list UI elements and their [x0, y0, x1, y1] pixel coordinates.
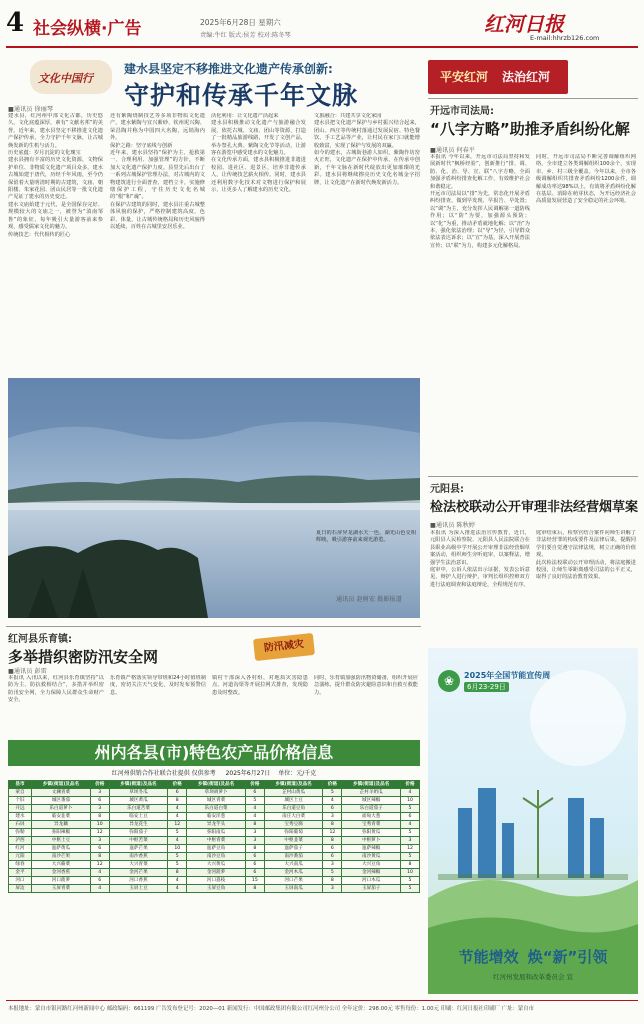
yuanyang-title: 检法校联动公开审理非法经营烟草案 [430, 500, 639, 515]
price-cell: 4 [168, 805, 187, 813]
price-cell: 5 [401, 805, 420, 813]
product-cell: 金河辣椒 [342, 869, 401, 877]
issue-date: 2025年6月28日 星期六 [200, 18, 281, 27]
page-number: 4 [6, 8, 25, 38]
product-cell: 临安韭菜 [32, 813, 91, 821]
price-cell: 5 [401, 853, 420, 861]
price-cell: 4 [168, 885, 187, 893]
leyu-col3: 镇村干部深入各村组，对地质灾害隐患点、河道沟渠等开展拉网式排查，发现隐患及时整改。 [212, 675, 308, 696]
price-cell: 6 [168, 789, 187, 797]
product-cell: 大兴豆角 [342, 861, 401, 869]
price-cell: 6 [245, 789, 264, 797]
price-cell: 6 [90, 877, 109, 885]
price-cell: 8 [90, 853, 109, 861]
price-table-header-cell: 价格 [323, 781, 342, 789]
price-cell: 3 [323, 885, 342, 893]
price-table-header-cell: 县市 [9, 781, 32, 789]
ad-badge-date: 6月23-29日 [464, 682, 509, 692]
product-cell: 异龙花生 [109, 821, 168, 829]
price-cell: 5 [323, 789, 342, 797]
price-cell: 6 [245, 869, 264, 877]
yuanyang-col1: 本报讯 为深入推进法治宣传教育，近日，元阳县人民检察院、元阳县人民法院联合在县职业高级中学开展公开审理非法经营烟草案活动，组织师生旁听庭审，以案释法，增强学生法治意识。 庭审中，公诉人依法出示证据，发表公诉意见，辩护人进行辩护，审判长组织控辩双方进行法庭调查和法庭辩论，全程规范有序。 [430, 530, 530, 588]
product-cell: 乐白道苦菜 [109, 805, 168, 813]
leyu-col2: 乐育镇严格落实领导带班和24小时值班制度，密切关注天气变化，及时发布预警信息。 [110, 675, 206, 696]
product-cell: 迤萨芒果 [109, 845, 168, 853]
price-cell: 3 [90, 789, 109, 797]
price-cell: 8 [245, 845, 264, 853]
leyu-col1: 本报讯 入汛以来，红河县乐育镇坚持“以防为主、防抗救相结合”，多措并举织密防汛安全网，全力保障人民群众生命财产安全。 [8, 675, 104, 704]
energy-saving-ad [428, 648, 638, 994]
county-cell: 石屏 [9, 821, 32, 829]
price-cell: 3 [245, 837, 264, 845]
county-cell: 蒙自 [9, 789, 32, 797]
price-cell: 8 [90, 813, 109, 821]
price-cell: 4 [90, 869, 109, 877]
price-table-header-cell: 乡镇(街道)及品名 [264, 781, 323, 789]
top-story-col1: 建水县，红河州中部文化古都，历史悠久，文化底蕴深厚，素有“文献名邦”的美誉。近年来，建水县坚定不移推进文化遗产保护传承，全力守护千年文脉，让古城焕发新的生机与活力。 历史底蕴：岁月沉淀的文化瑰宝 建水县拥有丰富的历史文化资源，文物保护单位、非物质文化遗产项目众多。建水古城始建于唐代，历经千年风雨，至今仍保留着大量明清时期的古建筑，文庙、朝阳楼、朱家花园、团山民居等一批文化遗产见证了建水的历史变迁。 建水文庙始建于元代，是全国保存完好、规模较大的文庙之一，被誉为“滇南邹鲁”的象征，每年吸引大量游客前来参观，感受儒家文化的魅力。 传统技艺：代代相传的匠心 [8, 113, 103, 238]
price-cell: 6 [323, 853, 342, 861]
price-cell: 5 [401, 829, 420, 837]
table-row [9, 861, 420, 869]
product-cell: 弥阳葡萄 [264, 829, 323, 837]
kaiyuan-kicker: 开远市司法局: [430, 106, 494, 117]
product-cell: 迤萨茄子 [264, 845, 323, 853]
product-cell: 城区黄瓜 [109, 797, 168, 805]
product-cell: 南沙黄瓜 [342, 853, 401, 861]
product-cell: 河口荔枝 [187, 877, 246, 885]
product-cell: 城区土豆 [264, 797, 323, 805]
product-cell: 乐白道豆角 [264, 805, 323, 813]
product-cell: 金河芒果 [109, 869, 168, 877]
photo-caption: 夏日的石屏异龙湖水天一色，湖光山色交相辉映，吸引游客前来观光游览。 [316, 530, 416, 544]
product-cell: 临安土豆 [109, 813, 168, 821]
top-story-kicker: 建水县坚定不移推进文化遗产传承创新: [124, 62, 333, 76]
top-story-reporter: ■通讯员 徐丽琴 [8, 106, 53, 113]
county-cell: 个旧 [9, 797, 32, 805]
product-cell: 南沙芒果 [32, 853, 91, 861]
culture-logo [30, 60, 112, 94]
price-cell: 4 [168, 813, 187, 821]
flood-stamp-text: 防汛减灾 [263, 638, 305, 655]
price-table-header-cell: 价格 [168, 781, 187, 789]
product-cell: 玉屏青菜 [32, 885, 91, 893]
product-cell: 河口香蕉 [109, 877, 168, 885]
product-cell: 中枢萝卜 [342, 837, 401, 845]
price-cell: 6 [401, 813, 420, 821]
price-cell: 5 [168, 853, 187, 861]
top-story-col2: 还有紫陶烧制技艺等多项非物质文化遗产，建水紫陶与宜兴紫砂、钦州坭兴陶、荣昌陶并称为中国四大名陶，远销海内外。 保护之路：坚守底线与创新 近年来，建水县坚持“保护为主、抢救第一、合理利用、加强管理”的方针，不断加大文化遗产保护力度。县里先后出台了一系列古城保护管理办法，对古城内的文物建筑进行全面普查、建档立卡，实施修缮保护工程，守住历史文化名城的“根”和“魂”。 在保护古建筑的同时，建水县注重古城整体风貌的保护，严格控制建筑高度、色彩、体量，让古城传统格局和历史风貌得以延续，百姓在古城里安居乐业。 [110, 113, 205, 231]
price-cell: 8 [323, 877, 342, 885]
county-cell: 建水 [9, 813, 32, 821]
leyu-title: 多举措织密防汛安全网 [8, 648, 159, 666]
price-cell: 10 [401, 869, 420, 877]
county-cell: 红河 [9, 845, 32, 853]
price-table-header-row [9, 781, 420, 789]
product-cell: 中枢青菜 [187, 837, 246, 845]
product-cell: 大兴蕨菜 [32, 861, 91, 869]
product-cell: 金河木瓜 [264, 869, 323, 877]
price-cell: 12 [323, 829, 342, 837]
table-row [9, 885, 420, 893]
editor-credits: 责编:牛红 版式:侯芳 校对:陈冬琴 [200, 32, 291, 39]
top-story-col3: 活化利用：让文化遗产活起来 建水县积极推动文化遗产与旅游融合发展，依托古城、文庙、团山等资源，打造了一批精品旅游线路，开发了文创产品，举办祭孔大典、紫陶文化节等活动，让游客在游览中感受建水的文化魅力。 在文化传承方面，建水县积极推进非遗进校园、进社区、进景区，培养非遗传承人，让传统技艺薪火相传。同时，建水县还利用数字化技术对文物进行保护和展示，让更多人了解建水的历史文化。 [211, 113, 306, 194]
price-cell: 4 [168, 837, 187, 845]
table-row [9, 805, 420, 813]
kaiyuan-reporter: ■通讯员 何春平 [430, 147, 475, 154]
product-cell: 城区辣椒 [342, 797, 401, 805]
price-cell: 6 [245, 861, 264, 869]
kaiyuan-title: “八字方略”助推矛盾纠纷化解 [430, 120, 630, 138]
ad-sponsor: 红河州发展和改革委员会 宣 [492, 973, 574, 981]
price-table-header-cell: 价格 [245, 781, 264, 789]
leyu-reporter: ■通讯员 彭雷 [8, 668, 47, 675]
contact-email: E-mail:hhrzb126.com [530, 34, 600, 42]
yuanyang-col2: 庭审结束后，检察官结合案件向师生讲解了非法经营罪的构成要件及法律后果，提醒同学们要自觉遵守法律法规，树立正确的价值观。 此次检法校联动公开审理活动，将法庭搬进校园，让师生零距离感受司法的公平正义，取得了良好的法治教育效果。 [536, 530, 636, 581]
price-table-title: 州内各县(市)特色农产品价格信息 [94, 743, 334, 762]
county-cell: 河口 [9, 877, 32, 885]
kaiyuan-rule [428, 98, 638, 99]
county-cell: 屏边 [9, 885, 32, 893]
price-table-date: 2025年6月27日 [225, 770, 271, 777]
product-cell: 大兴青菜 [109, 861, 168, 869]
product-cell: 中枢韭菜 [264, 837, 323, 845]
price-table-header-cell: 乡镇(街道)及品名 [32, 781, 91, 789]
county-cell: 绿春 [9, 861, 32, 869]
product-cell: 弥阳茄子 [109, 829, 168, 837]
product-cell: 弥阳辣椒 [32, 829, 91, 837]
price-cell: 12 [90, 829, 109, 837]
ad-slogan [428, 946, 638, 967]
price-table-header-cell: 价格 [90, 781, 109, 789]
top-story-col4: 文旅融合：共建共享文化家园 建水县把文化遗产保护与乡村振兴结合起来，团山、西庄等传统村落通过发展民宿、特色餐饮、手工艺品等产业，让村民在家门口就能增收致富，实现了保护与发展的双赢。 如今的建水，古城街巷游人如织，紫陶作坊窑火正旺，文化遗产在保护中传承，在传承中创新，千年文脉在新时代绽放出更加璀璨的光彩。建水县将继续擦亮历史文化名城金字招牌，让文化遗产在新时代焕发新活力。 [314, 113, 420, 186]
price-table [8, 780, 420, 893]
price-cell: 5 [323, 869, 342, 877]
product-cell: 迤萨黄瓜 [32, 845, 91, 853]
price-cell: 12 [168, 821, 187, 829]
price-cell: 15 [245, 877, 264, 885]
price-cell: 3 [90, 837, 109, 845]
product-cell: 玉屏豆角 [187, 885, 246, 893]
table-row [9, 837, 420, 845]
top-story-title: 守护和传承千年文脉 [124, 81, 359, 110]
table-row [9, 869, 420, 877]
price-cell: 6 [323, 805, 342, 813]
price-table-meta [8, 768, 420, 778]
product-cell: 河口菠萝 [32, 877, 91, 885]
product-cell: 河口芒果 [264, 877, 323, 885]
price-cell: 4 [90, 885, 109, 893]
product-cell: 迤萨豆角 [187, 845, 246, 853]
price-table-source: 红河州供销合作社联合社提供 仅供参考 [111, 770, 216, 777]
price-cell: 8 [323, 837, 342, 845]
product-cell: 异龙藕 [32, 821, 91, 829]
kaiyuan-col2: 同时，开远市司法局不断完善调解组织网络，全市建立各类调解组织100余个，实现市、乡、村三级全覆盖。今年以来，全市各级调解组织共排查矛盾纠纷1200余件，调解成功率达98%以上，有效将矛盾纠纷化解在基层、消除在萌芽状态，为开远经济社会高质量发展营造了安全稳定的社会环境。 [536, 154, 636, 205]
table-row [9, 845, 420, 853]
product-cell: 玉屏土豆 [109, 885, 168, 893]
ad-badge [438, 668, 588, 702]
county-cell: 开远 [9, 805, 32, 813]
price-cell: 5 [401, 877, 420, 885]
product-cell: 弥阳黄瓜 [342, 829, 401, 837]
product-cell: 中枢苦菜 [109, 837, 168, 845]
banner-title-2: 法治红河 [502, 70, 551, 84]
kaiyuan-col1: 本报讯 今年以来，开远市司法局坚持和发展新时代“枫桥经验”，创新推行“排、调、防、化、治、导、宣、联”八字方略，全面加强矛盾纠纷排查化解工作，有效维护社会和谐稳定。 开远市司法局以“排”为先，常态化开展矛盾纠纷排查，做到早发现、早报告、早处置；以“调”为主，充分发挥人民调解第一道防线作用；以“防”为要，加强源头预防；以“化”为重，推动矛盾就地化解；以“治”为本，强化依法治理；以“导”为径，引导群众依法表达诉求；以“宣”为基，深入开展普法宣传；以“联”为力，构建多元化解格局。 [430, 154, 530, 249]
price-cell: 10 [168, 845, 187, 853]
yuanyang-reporter: ■通讯员 陈秋婷 [430, 522, 475, 529]
price-table-banner [8, 740, 420, 766]
leyu-rule [6, 626, 421, 627]
price-cell: 3 [323, 861, 342, 869]
header-rule [6, 46, 638, 48]
product-cell: 大兴黄瓜 [187, 861, 246, 869]
table-row [9, 877, 420, 885]
price-cell: 8 [168, 797, 187, 805]
product-cell: 宝秀豆腐 [264, 821, 323, 829]
price-cell: 8 [245, 821, 264, 829]
product-cell: 弥阳南瓜 [187, 829, 246, 837]
leyu-kicker: 红河县乐育镇: [8, 634, 72, 645]
product-cell: 南沙豆角 [187, 853, 246, 861]
table-row [9, 853, 420, 861]
product-cell: 南沙香蕉 [109, 853, 168, 861]
county-cell: 泸西 [9, 837, 32, 845]
table-row [9, 821, 420, 829]
price-cell: 4 [401, 821, 420, 829]
price-cell: 3 [401, 837, 420, 845]
banner-title-1: 平安红河 [440, 70, 489, 84]
table-row [9, 829, 420, 837]
culture-logo-text: 文化中国行 [38, 72, 93, 85]
ad-slogan-1: 节能增效 [458, 948, 519, 966]
price-cell: 5 [168, 861, 187, 869]
county-cell: 金平 [9, 869, 32, 877]
price-table-header-cell: 价格 [401, 781, 420, 789]
product-cell: 面甸大葱 [342, 813, 401, 821]
yuanyang-kicker: 元阳县: [430, 484, 464, 495]
price-cell: 4 [245, 813, 264, 821]
ad-slogan-2: 焕“新”引领 [527, 948, 608, 966]
product-cell: 迤萨辣椒 [342, 845, 401, 853]
price-cell: 12 [90, 861, 109, 869]
product-cell: 大兴南瓜 [264, 861, 323, 869]
leaf-icon: ❀ [438, 670, 460, 692]
price-cell: 4 [323, 797, 342, 805]
price-table-unit: 单位：元/千克 [278, 770, 317, 777]
price-cell: 8 [323, 821, 342, 829]
price-cell: 6 [323, 845, 342, 853]
price-cell: 5 [245, 797, 264, 805]
price-cell: 8 [401, 861, 420, 869]
product-cell: 南庄大白菜 [264, 813, 323, 821]
footer-info: 本报地址：蒙自市银河路红河州新闻中心 邮政编码：661199 广告发布登记号：2020—01 新闻发行：中国邮政集团有限公司红河州分公司 全年定价：298.00元 零售每份：1.00元 印刷：红河日报社印刷厂 广址：蒙自市 [8, 1006, 535, 1012]
rule-of-law-banner [428, 60, 568, 94]
price-cell: 3 [245, 829, 264, 837]
price-cell: 5 [401, 885, 420, 893]
product-cell: 金河香蕉 [32, 869, 91, 877]
price-cell: 12 [401, 845, 420, 853]
product-cell: 中枢土豆 [32, 837, 91, 845]
price-table-header-cell: 乡镇(街道)及品名 [109, 781, 168, 789]
product-cell: 乐白道茄子 [342, 805, 401, 813]
product-cell: 南沙番茄 [264, 853, 323, 861]
leyu-col4: 同时，乐育镇加强防汛物资储备，组织开展应急演练，提升群众防灾避险意识和自救互救能力。 [314, 675, 418, 696]
product-cell: 玉屏茄子 [342, 885, 401, 893]
price-cell: 6 [90, 797, 109, 805]
yuanyang-rule [428, 476, 638, 477]
product-cell: 乐白道白菜 [187, 805, 246, 813]
price-cell: 8 [245, 885, 264, 893]
flood-stamp [253, 633, 315, 661]
product-cell: 临安洋葱 [187, 813, 246, 821]
footer-rule [6, 1000, 638, 1001]
product-cell: 文澜青菜 [32, 789, 91, 797]
product-cell: 宝秀青菜 [342, 821, 401, 829]
product-cell: 芷村山黄瓜 [264, 789, 323, 797]
price-cell: 6 [245, 853, 264, 861]
price-cell: 8 [168, 869, 187, 877]
photo-credit: 通讯员 赵树宏 摄影报道 [336, 596, 402, 603]
newspaper-logo: 红河日报 [484, 12, 564, 36]
ad-badge-title: 2025年全国节能宣传周 [464, 671, 551, 680]
county-cell: 弥勒 [9, 829, 32, 837]
price-cell: 4 [168, 877, 187, 885]
product-cell: 金河菠萝 [187, 869, 246, 877]
price-cell: 4 [245, 805, 264, 813]
table-row [9, 789, 420, 797]
product-cell: 乐白道萝卜 [32, 805, 91, 813]
product-cell: 河口木瓜 [342, 877, 401, 885]
price-cell: 10 [90, 821, 109, 829]
price-table-wrap [8, 780, 420, 994]
product-cell: 城区青菜 [187, 797, 246, 805]
product-cell: 城区番茄 [32, 797, 91, 805]
product-cell: 芷村羊奶瓜 [342, 789, 401, 797]
product-cell: 草坝冬瓜 [109, 789, 168, 797]
price-table-header-cell: 乡镇(街道)及品名 [342, 781, 401, 789]
table-row [9, 797, 420, 805]
product-cell: 异龙芋头 [187, 821, 246, 829]
product-cell: 玉屏南瓜 [264, 885, 323, 893]
county-cell: 元阳 [9, 853, 32, 861]
price-cell: 5 [168, 829, 187, 837]
product-cell: 草坝胡萝卜 [187, 789, 246, 797]
price-cell: 6 [90, 845, 109, 853]
price-cell: 3 [90, 805, 109, 813]
table-row [9, 813, 420, 821]
price-cell: 10 [401, 797, 420, 805]
price-table-header-cell: 乡镇(街道)及品名 [187, 781, 246, 789]
price-cell: 4 [401, 789, 420, 797]
price-cell: 3 [323, 813, 342, 821]
section-title: 社会纵横·广告 [33, 19, 142, 39]
